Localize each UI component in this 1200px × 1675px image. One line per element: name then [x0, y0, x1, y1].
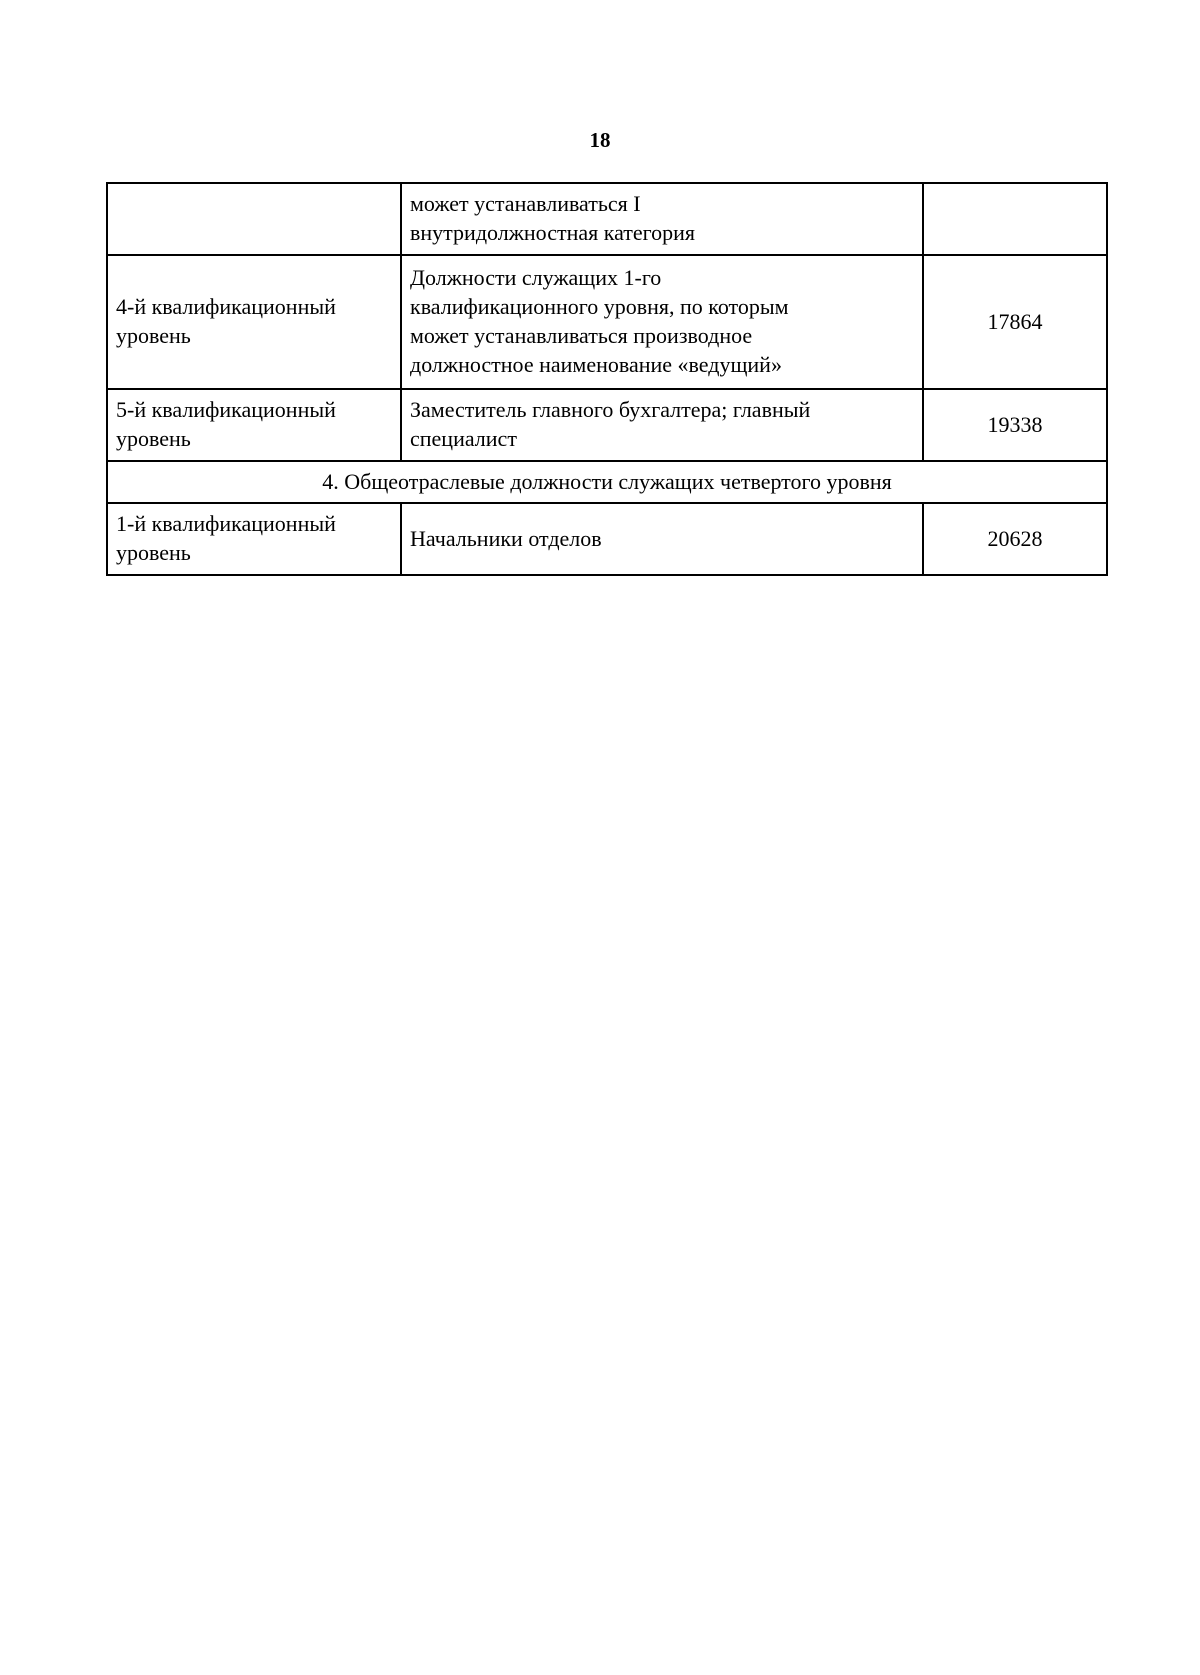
- level-text-line: 5-й квалификационный: [116, 397, 336, 422]
- table-row: [107, 503, 1107, 575]
- level-text-line: 4-й квалификационный: [116, 294, 336, 319]
- section-heading-row: [107, 461, 1107, 503]
- level-cell: [107, 389, 401, 461]
- positions-text-line: Заместитель главного бухгалтера; главный: [410, 397, 811, 422]
- page-number: 18: [589, 128, 611, 152]
- positions-text-line: Должности служащих 1-го: [410, 265, 662, 290]
- positions-text-line: внутридолжностная категория: [410, 220, 696, 245]
- positions-cell: [401, 389, 923, 461]
- positions-text-line: специалист: [410, 426, 517, 451]
- table-row: [107, 183, 1107, 255]
- table-row: [107, 255, 1107, 389]
- section-heading: 4. Общеотраслевые должности служащих четвертого уровня: [107, 461, 1107, 503]
- positions-cell: [401, 183, 923, 255]
- level-cell: [107, 255, 401, 389]
- level-text-line: 1-й квалификационный: [116, 511, 336, 536]
- level-text-line: уровень: [116, 323, 191, 348]
- salary-table: [106, 182, 1108, 576]
- level-text-line: уровень: [116, 540, 191, 565]
- salary-cell: 17864: [923, 255, 1107, 389]
- positions-text-line: может устанавливаться I: [410, 191, 641, 216]
- table-row: [107, 389, 1107, 461]
- positions-cell: [401, 503, 923, 575]
- level-cell: [107, 183, 401, 255]
- positions-text-line: может устанавливаться производное: [410, 323, 753, 348]
- salary-cell: 20628: [923, 503, 1107, 575]
- salary-cell: [923, 183, 1107, 255]
- positions-text-line: должностное наименование «ведущий»: [410, 352, 782, 377]
- positions-cell: [401, 255, 923, 389]
- level-text-line: уровень: [116, 426, 191, 451]
- positions-text-line: Начальники отделов: [410, 525, 602, 551]
- salary-cell: 19338: [923, 389, 1107, 461]
- positions-text-line: квалификационного уровня, по которым: [410, 294, 789, 319]
- level-cell: [107, 503, 401, 575]
